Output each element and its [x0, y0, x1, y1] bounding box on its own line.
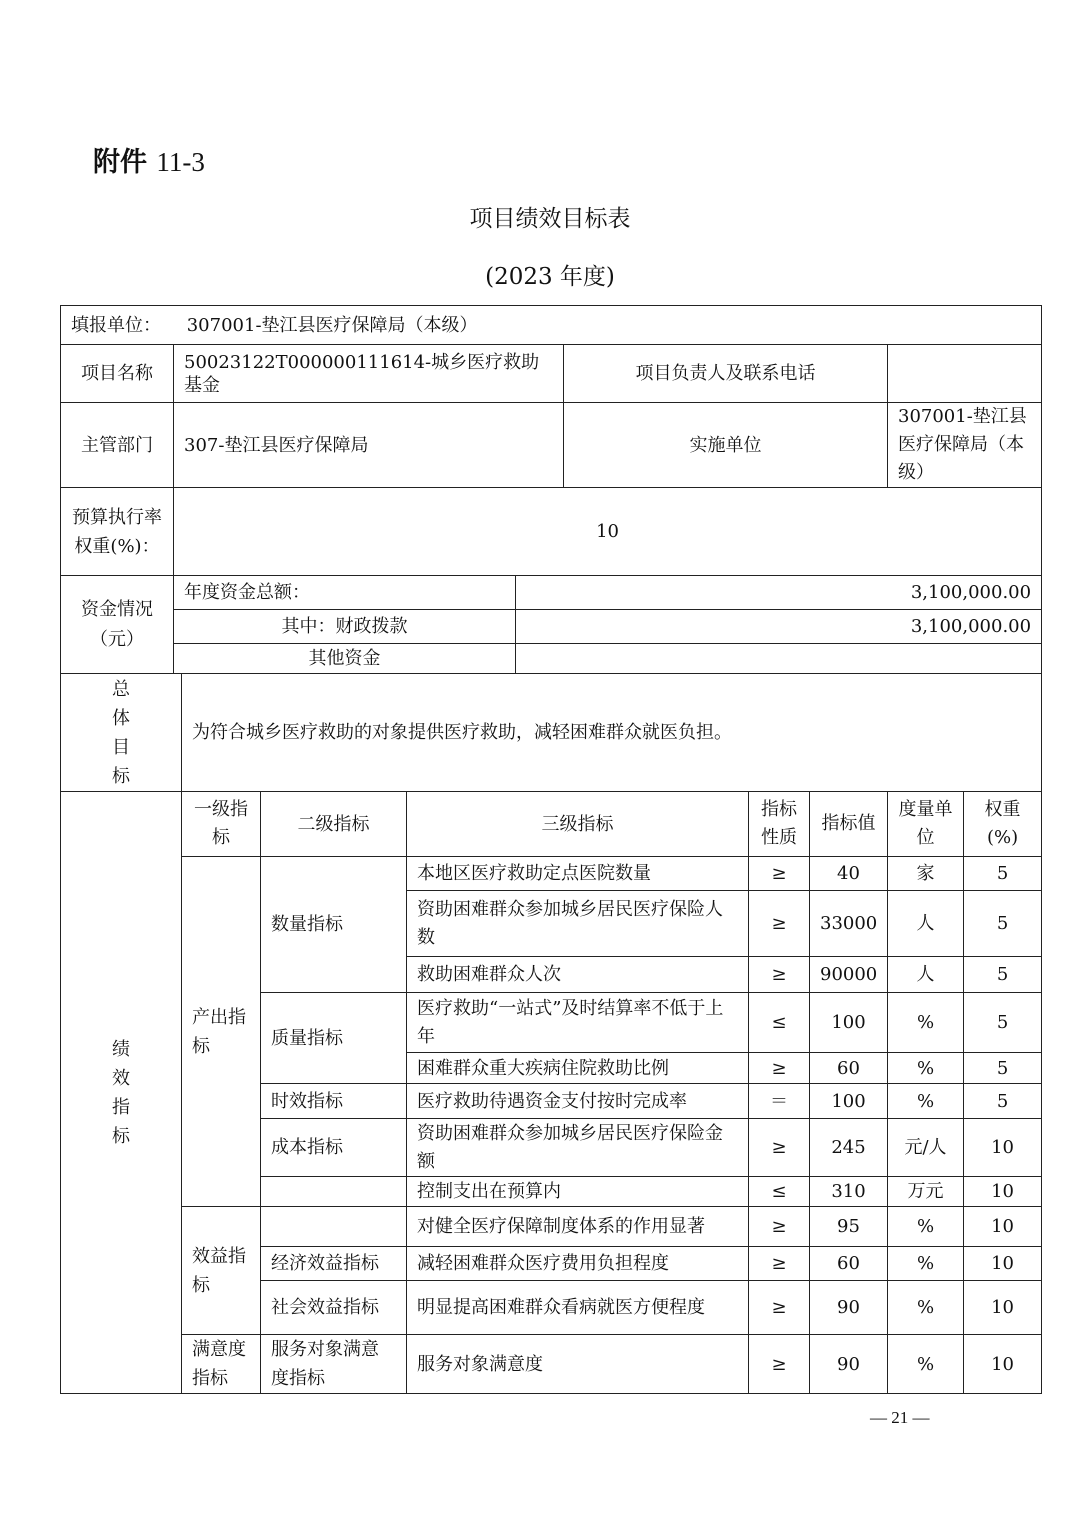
indicator-name: 明显提高困难群众看病就医方便程度: [407, 1281, 749, 1335]
indicator-op: ≥: [749, 857, 810, 891]
indicator-weight: 10: [964, 1281, 1042, 1335]
reporting-unit-value: 307001-垫江县医疗保障局（本级）: [186, 314, 478, 336]
indicator-name: 资助困难群众参加城乡居民医疗保险人数: [407, 891, 749, 957]
indicator-weight: 5: [964, 1053, 1042, 1084]
table-row: [61, 857, 1042, 891]
funds-total-value: 3,100,000.00: [516, 576, 1042, 610]
indicator-weight: 5: [964, 1084, 1042, 1119]
indicator-weight: 10: [964, 1335, 1042, 1394]
indicator-op: ≥: [749, 1335, 810, 1394]
indicator-name: 对健全医疗保障制度体系的作用显著: [407, 1207, 749, 1247]
indicator-op: ＝: [749, 1084, 810, 1119]
funds-other-value: [516, 644, 1042, 674]
group-quality: 质量指标: [261, 993, 407, 1084]
indicator-weight: 5: [964, 993, 1042, 1053]
group-output: 产出指标: [182, 857, 261, 1207]
group-quantity: 数量指标: [261, 857, 407, 993]
indicator-unit: %: [888, 1281, 964, 1335]
indicator-unit: %: [888, 1084, 964, 1119]
indicator-value: 95: [810, 1207, 888, 1247]
indicator-name: 困难群众重大疾病住院救助比例: [407, 1053, 749, 1084]
contact-label: 项目负责人及联系电话: [564, 345, 888, 403]
indicator-unit: 人: [888, 957, 964, 993]
group-cost: 成本指标: [261, 1119, 407, 1177]
indicator-weight: 10: [964, 1247, 1042, 1281]
indicator-value: 90000: [810, 957, 888, 993]
indicator-value: 33000: [810, 891, 888, 957]
indicator-value: 60: [810, 1053, 888, 1084]
header-level2: 二级指标: [261, 792, 407, 857]
indicator-value: 100: [810, 993, 888, 1053]
indicator-weight: 10: [964, 1177, 1042, 1207]
indicator-name: 服务对象满意度: [407, 1335, 749, 1394]
overall-goal-label-text: 总体目标: [112, 678, 130, 787]
indicator-unit: 家: [888, 857, 964, 891]
header-unit: 度量单位: [888, 792, 964, 857]
impl-label: 实施单位: [564, 403, 888, 488]
funds-label: 资金情况（元）: [61, 576, 174, 674]
table-row: [61, 1335, 1042, 1394]
performance-label-text: 绩效指标: [112, 1038, 130, 1147]
group-service-satisfaction: 服务对象满意度指标: [261, 1335, 407, 1394]
dept-label: 主管部门: [61, 403, 174, 488]
group-empty: [261, 1207, 407, 1247]
indicator-op: ≥: [749, 1207, 810, 1247]
indicator-op: ≥: [749, 1053, 810, 1084]
indicator-weight: 10: [964, 1119, 1042, 1177]
page-title: 项目绩效目标表: [469, 206, 631, 232]
indicator-op: ≤: [749, 993, 810, 1053]
dept-value: 307-垫江县医疗保障局: [174, 403, 564, 488]
page-subtitle: (2023 年度): [485, 264, 615, 290]
funds-fiscal-value: 3,100,000.00: [516, 610, 1042, 644]
indicator-unit: 人: [888, 891, 964, 957]
performance-target-table: [60, 305, 1042, 1394]
indicator-name: 控制支出在预算内: [407, 1177, 749, 1207]
indicator-value: 100: [810, 1084, 888, 1119]
header-value: 指标值: [810, 792, 888, 857]
indicator-op: ≥: [749, 1281, 810, 1335]
header-weight: 权重(%): [964, 792, 1042, 857]
project-name-label: 项目名称: [61, 345, 174, 403]
indicator-weight: 5: [964, 957, 1042, 993]
contact-value: [888, 345, 1042, 403]
overall-goal-text: 为符合城乡医疗救助的对象提供医疗救助，减轻困难群众就医负担。: [182, 674, 1042, 792]
indicator-unit: %: [888, 1247, 964, 1281]
indicator-weight: 5: [964, 891, 1042, 957]
performance-label: [61, 792, 182, 1394]
indicator-name: 救助困难群众人次: [407, 957, 749, 993]
indicator-weight: 5: [964, 857, 1042, 891]
indicator-op: ≥: [749, 891, 810, 957]
indicator-op: ≤: [749, 1177, 810, 1207]
project-name-value: 50023122T000000111614-城乡医疗救助基金: [174, 345, 564, 403]
table-row: [61, 1207, 1042, 1247]
funds-fiscal-label: 其中：财政拨款: [174, 610, 516, 644]
header-level3: 三级指标: [407, 792, 749, 857]
funds-total-label: 年度资金总额：: [174, 576, 516, 610]
group-benefit: 效益指标: [182, 1207, 261, 1335]
indicator-value: 90: [810, 1335, 888, 1394]
indicator-value: 60: [810, 1247, 888, 1281]
indicator-op: ≥: [749, 1247, 810, 1281]
indicator-weight: 10: [964, 1207, 1042, 1247]
indicator-op: ≥: [749, 1119, 810, 1177]
group-economic: 经济效益指标: [261, 1247, 407, 1281]
indicator-unit: 元/人: [888, 1119, 964, 1177]
budget-rate-label: 预算执行率权重(%)：: [61, 488, 174, 576]
indicator-value: 40: [810, 857, 888, 891]
reporting-unit-row: [61, 306, 1042, 345]
indicator-unit: %: [888, 1207, 964, 1247]
indicator-value: 310: [810, 1177, 888, 1207]
group-social: 社会效益指标: [261, 1281, 407, 1335]
group-timeliness: 时效指标: [261, 1084, 407, 1119]
group-empty: [261, 1177, 407, 1207]
indicator-unit: 万元: [888, 1177, 964, 1207]
budget-rate-value: 10: [174, 488, 1042, 576]
indicator-op: ≥: [749, 957, 810, 993]
header-nature: 指标性质: [749, 792, 810, 857]
attachment-heading: [93, 140, 205, 179]
funds-other-label: 其他资金: [174, 644, 516, 674]
indicator-unit: %: [888, 1335, 964, 1394]
attachment-number: 11-3: [156, 147, 205, 177]
indicator-name: 减轻困难群众医疗费用负担程度: [407, 1247, 749, 1281]
indicator-name: 本地区医疗救助定点医院数量: [407, 857, 749, 891]
indicator-name: 医疗救助待遇资金支付按时完成率: [407, 1084, 749, 1119]
indicator-unit: %: [888, 993, 964, 1053]
page-number: — 21 —: [870, 1408, 930, 1427]
reporting-unit-label: 填报单位：: [71, 314, 161, 336]
indicator-name: 医疗救助“一站式”及时结算率不低于上年: [407, 993, 749, 1053]
group-satisfaction: 满意度指标: [182, 1335, 261, 1394]
indicator-value: 90: [810, 1281, 888, 1335]
indicator-value: 245: [810, 1119, 888, 1177]
indicator-unit: %: [888, 1053, 964, 1084]
header-level1: 一级指标: [182, 792, 261, 857]
indicator-name: 资助困难群众参加城乡居民医疗保险金额: [407, 1119, 749, 1177]
attachment-label: 附件: [93, 147, 147, 178]
impl-value: 307001-垫江县医疗保障局（本级）: [888, 403, 1042, 488]
overall-goal-label: [61, 674, 182, 792]
